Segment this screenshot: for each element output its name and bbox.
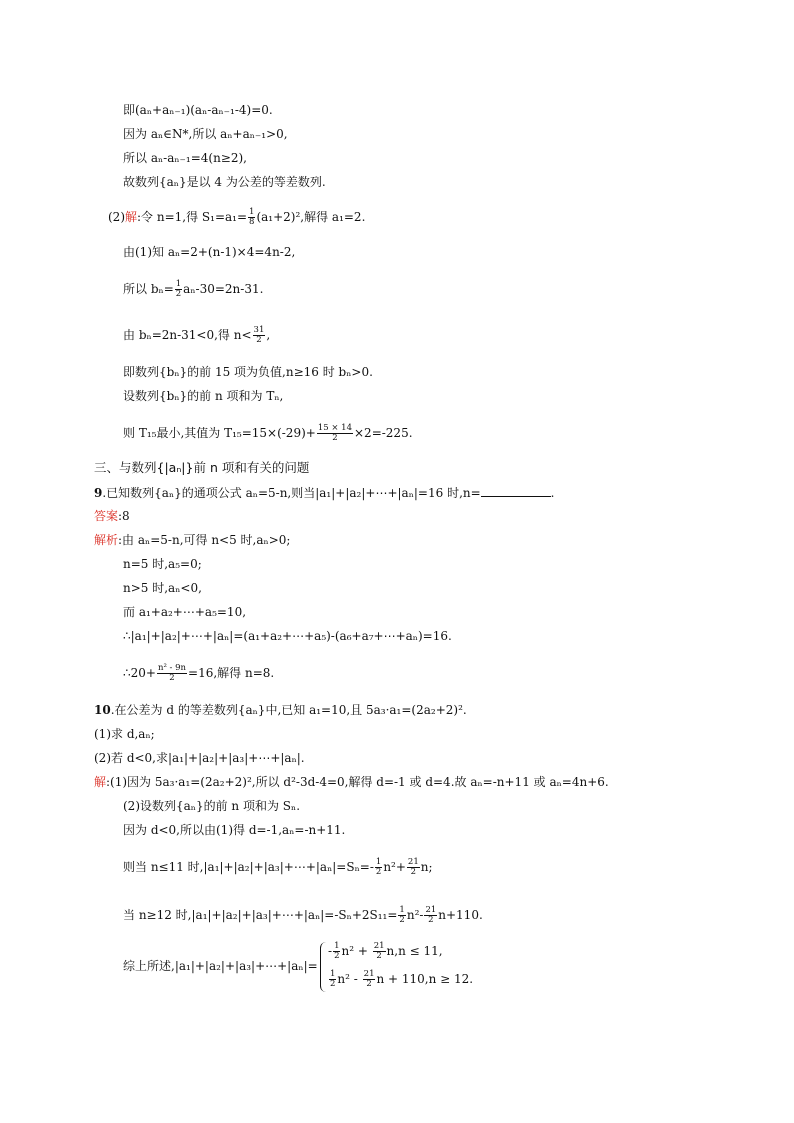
sub-question — [94, 726, 155, 742]
solution-line — [108, 208, 365, 227]
text: n,n ≤ 11, — [386, 944, 443, 958]
text: ∴20+ — [123, 666, 156, 680]
numerator: 21 — [425, 905, 437, 915]
denominator: 2 — [332, 433, 338, 443]
fraction — [329, 970, 336, 989]
heading-text: 三、与数列{|aₙ|}前 n 项和有关的问题 — [94, 460, 310, 475]
denominator: 2 — [410, 867, 417, 877]
fraction — [373, 942, 386, 961]
numerator: 31 — [253, 325, 265, 335]
section-heading — [94, 460, 309, 476]
numerator: 21 — [407, 857, 419, 867]
text: 当 n≥12 时,|a₁|+|a₂|+|a₃|+⋯+|aₙ|=-Sₙ+2S₁₁= — [123, 908, 398, 922]
answer-line — [94, 508, 130, 524]
question-10 — [94, 702, 467, 718]
sub-question — [94, 750, 305, 766]
text: ∴|a₁|+|a₂|+⋯+|aₙ|=(a₁+a₂+⋯+a₅)-(a₆+a₇+⋯+aₙ)=16. — [123, 629, 452, 643]
fraction — [253, 326, 266, 345]
text: n² + — [341, 944, 372, 958]
fraction — [333, 942, 340, 961]
text: ×2=-225. — [354, 426, 413, 440]
text-line — [123, 604, 246, 620]
analysis-line — [94, 532, 290, 548]
text: 即数列{bₙ}的前 15 项为负值,n≥16 时 bₙ>0. — [123, 365, 373, 379]
text: (a₁+2)²,解得 a₁=2. — [256, 210, 366, 224]
answer-label: 答案 — [94, 509, 119, 523]
text-line — [123, 364, 373, 380]
text-line — [123, 280, 263, 299]
case-row-2 — [328, 970, 473, 989]
fraction — [363, 970, 376, 989]
text-line — [123, 326, 270, 345]
numerator: 1 — [330, 969, 336, 979]
text: , — [266, 328, 271, 342]
solution-line — [94, 774, 609, 790]
answer-text: :8 — [118, 509, 130, 523]
text-line — [123, 822, 345, 838]
numerator: 1 — [399, 905, 405, 915]
text: 而 a₁+a₂+⋯+a₅=10, — [123, 605, 247, 619]
text: 即(aₙ+aₙ₋₁)(aₙ-aₙ₋₁-4)=0. — [123, 103, 273, 117]
text-line — [123, 388, 283, 404]
part-label: (2) — [108, 210, 125, 224]
denominator: 2 — [256, 335, 262, 345]
fraction — [157, 664, 187, 683]
fraction — [248, 208, 255, 227]
text: . — [550, 486, 555, 500]
text: 由(1)知 aₙ=2+(n-1)×4=4n-2, — [123, 245, 296, 259]
text-line — [123, 798, 300, 814]
text: n; — [420, 860, 433, 874]
text: :(1)因为 5a₃·a₁=(2a₂+2)²,所以 d²-3d-4=0,解得 d=-1 或 d=4.故 aₙ=-n+11 或 aₙ=4n+6. — [106, 775, 609, 789]
text-line — [123, 958, 318, 974]
text: n²- — [406, 908, 424, 922]
text: n² - — [337, 972, 362, 986]
denominator: 2 — [366, 979, 372, 989]
denominator: 2 — [169, 673, 175, 683]
text: aₙ-30=2n-31. — [183, 282, 264, 296]
text-line — [123, 102, 273, 118]
fraction — [175, 280, 182, 299]
text: :由 aₙ=5-n,可得 n<5 时,aₙ>0; — [118, 533, 291, 547]
denominator: 2 — [330, 979, 336, 989]
solution-label: 解 — [94, 775, 107, 789]
text: 则 T₁₅最小,其值为 T₁₅=15×(-29)+ — [123, 426, 316, 440]
analysis-label: 解析 — [94, 533, 119, 547]
question-number: 10 — [94, 703, 111, 717]
numerator: 1 — [375, 857, 382, 867]
text-line — [123, 556, 202, 572]
denominator: 2 — [428, 915, 434, 925]
text: 综上所述,|a₁|+|a₂|+|a₃|+⋯+|aₙ|= — [123, 959, 318, 973]
text: 所以 bₙ= — [123, 282, 174, 296]
fraction — [407, 858, 420, 877]
denominator: 2 — [399, 915, 405, 925]
answer-blank — [481, 484, 551, 497]
text: 则当 n≤11 时,|a₁|+|a₂|+|a₃|+⋯+|aₙ|=Sₙ=- — [123, 860, 374, 874]
text: n + 110,n ≥ 12. — [376, 972, 474, 986]
text: =16,解得 n=8. — [188, 666, 275, 680]
text: (1)求 d,aₙ; — [94, 727, 155, 741]
numerator: 1 — [249, 207, 255, 217]
numerator: 1 — [334, 941, 340, 951]
fraction — [424, 906, 437, 925]
text: 所以 aₙ-aₙ₋₁=4(n≥2), — [123, 151, 247, 165]
text: 设数列{bₙ}的前 n 项和为 Tₙ, — [123, 389, 284, 403]
text: :令 n=1,得 S₁=a₁= — [137, 210, 248, 224]
denominator: 2 — [334, 951, 340, 961]
fraction — [398, 906, 405, 925]
fraction — [317, 424, 353, 443]
text-line — [123, 126, 288, 142]
numerator: 21 — [373, 941, 385, 951]
case-row-1 — [328, 942, 443, 961]
text: (2)设数列{aₙ}的前 n 项和为 Sₙ. — [123, 799, 301, 813]
text-line — [123, 244, 295, 260]
text: - — [328, 944, 333, 958]
solution-label: 解 — [125, 210, 138, 224]
numerator: 1 — [175, 279, 182, 289]
denominator: 2 — [376, 951, 382, 961]
left-brace — [320, 942, 327, 992]
text: n>5 时,aₙ<0, — [123, 581, 202, 595]
denominator: 2 — [175, 289, 182, 299]
text: 由 bₙ=2n-31<0,得 n< — [123, 328, 252, 342]
question-9 — [94, 484, 555, 501]
text: n=5 时,a₅=0; — [123, 557, 202, 571]
text: n+110. — [438, 908, 483, 922]
text: 故数列{aₙ}是以 4 为公差的等差数列. — [123, 175, 326, 189]
numerator: n² - 9n — [157, 663, 187, 673]
text-line — [123, 858, 433, 877]
text: (2)若 d<0,求|a₁|+|a₂|+|a₃|+⋯+|aₙ|. — [94, 751, 305, 765]
text: 因为 aₙ∈N*,所以 aₙ+aₙ₋₁>0, — [123, 127, 288, 141]
denominator: 8 — [249, 217, 255, 227]
text: n²+ — [383, 860, 406, 874]
text-line — [123, 150, 247, 166]
numerator: 21 — [363, 969, 375, 979]
text-line — [123, 424, 413, 443]
numerator: 15 × 14 — [317, 423, 352, 433]
text-line — [123, 580, 202, 596]
text: 因为 d<0,所以由(1)得 d=-1,aₙ=-n+11. — [123, 823, 346, 837]
fraction — [375, 858, 382, 877]
question-text: .在公差为 d 的等差数列{aₙ}中,已知 a₁=10,且 5a₃·a₁=(2a₂+2)². — [110, 703, 467, 717]
text-line — [123, 174, 326, 190]
text-line — [123, 628, 452, 644]
denominator: 2 — [375, 867, 382, 877]
question-number: 9 — [94, 486, 103, 500]
text-line — [123, 906, 483, 925]
question-text: .已知数列{aₙ}的通项公式 aₙ=5-n,则当|a₁|+|a₂|+⋯+|aₙ|=16 时,n= — [102, 486, 481, 500]
text-line — [123, 664, 274, 683]
